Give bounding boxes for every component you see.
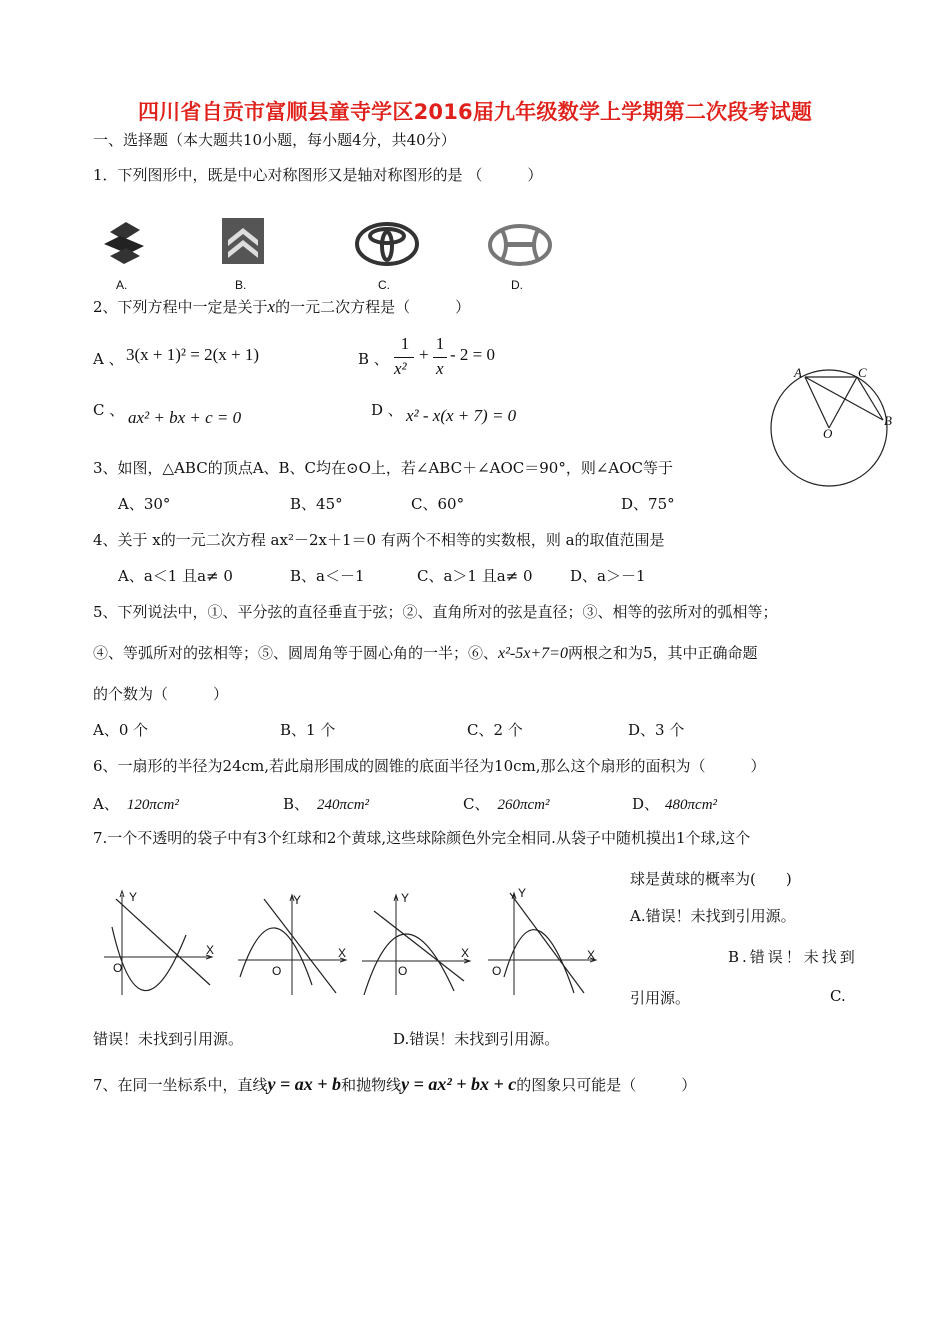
logo-c-icon <box>355 222 419 266</box>
option-a-label: A. <box>116 278 128 292</box>
graph-b-y-label: Y <box>293 893 302 907</box>
graph-d <box>484 885 604 1003</box>
q5-option-a: A、0 个 <box>93 721 149 739</box>
frac2-denominator: x <box>436 359 444 378</box>
question-5-line-2: ④、等弧所对的弦相等；⑤、圆周角等于圆心角的一半；⑥、x²-5x+7=0两根之和为5，其中正确命题 <box>93 644 758 662</box>
q2-option-a-prefix: A 、 <box>93 350 124 368</box>
q6-option-d: D、 480πcm² <box>632 795 718 813</box>
point-c-label: C <box>858 365 867 380</box>
logo-b-icon <box>220 216 266 266</box>
q5-expr: x²-5x+7=0 <box>498 645 568 662</box>
q2-option-c-prefix: C 、 <box>93 401 125 419</box>
page-title: 四川省自贡市富顺县童寺学区2016届九年级数学上学期第二次段考试题 <box>137 100 813 124</box>
q7a-option-c-cont: 错误！未找到引用源。 <box>93 1030 244 1048</box>
question-4-stem: 4、关于 x的一元二次方程 ax²－2x＋1＝0 有两个不相等的实数根，则 a的取值范围是 <box>93 531 665 549</box>
option-d-label: D. <box>511 278 523 292</box>
frac1-bar <box>394 357 414 358</box>
q3-option-c: C、60° <box>411 495 465 513</box>
graph-c <box>358 885 478 1003</box>
question-1-stem: 1．下列图形中，既是中心对称图形又是轴对称图形的是 （ ） <box>93 166 543 184</box>
graph-d-y-label: Y <box>518 886 527 900</box>
graph-d-origin-label: O <box>492 964 502 978</box>
q6-option-c: C、 260πcm² <box>463 795 550 813</box>
q7a-option-d: D.错误！未找到引用源。 <box>393 1030 560 1048</box>
logo-a-icon <box>100 218 150 268</box>
option-c-label: C. <box>378 278 390 292</box>
point-b-label: B <box>884 413 892 428</box>
graph-c-y-label: Y <box>401 891 410 905</box>
var-x: x <box>267 297 276 316</box>
graph-c-origin-label: O <box>398 964 408 978</box>
question-5-line-1: 5、下列说法中，①、平分弦的直径垂直于弦；②、直角所对的弦是直径；③、相等的弦所对的弧相等； <box>93 603 778 621</box>
question-5-line-3: 的个数为（ ） <box>93 685 229 703</box>
q3-option-d: D、75° <box>621 495 675 513</box>
q6-option-a: A、 120πcm² <box>93 795 179 813</box>
frac1-denominator: x² <box>394 359 407 378</box>
section-heading: 一、选择题（本大题共10小题，每小题4分，共40分） <box>93 131 456 149</box>
question-2-stem: 2、下列方程中一定是关于x的一元二次方程是（ ） <box>93 297 471 316</box>
frac2-numerator: 1 <box>435 334 445 353</box>
q7a-option-b-cont: 引用源。 <box>630 989 691 1007</box>
q7a-option-c: C. <box>830 987 846 1005</box>
q6-option-b: B、 240πcm² <box>283 795 370 813</box>
q4-option-b: B、a＜－1 <box>290 567 365 585</box>
graph-a-x-label: X <box>206 943 215 957</box>
graph-c-x-label: X <box>461 946 470 960</box>
graph-a-y-label: Y <box>129 890 138 904</box>
question-7a-line-1: 7.一个不透明的袋子中有3个红球和2个黄球,这些球除颜色外完全相同.从袋子中随机摸出1个球,这个 <box>93 829 751 847</box>
q4-option-d: D、a＞－1 <box>570 567 646 585</box>
q2-option-a-expr: 3(x + 1)² = 2(x + 1) <box>126 345 260 364</box>
q5-option-b: B、1 个 <box>280 721 336 739</box>
question-7b-stem: 7、在同一坐标系中，直线y = ax + b和抛物线y = ax² + bx + c的图象只可能是（ ） <box>93 1074 697 1094</box>
plus-sign: + <box>419 345 429 364</box>
q2-option-d-expr: x² - x(x + 7) = 0 <box>406 406 517 425</box>
q2-option-d-prefix: D 、 <box>371 401 403 419</box>
question-7a-line-2: 球是黄球的概率为( ) <box>630 870 792 888</box>
parabola-equation: y = ax² + bx + c <box>401 1074 517 1094</box>
q4-option-c: C、a＞1 且a≠ 0 <box>417 567 533 585</box>
q4-option-a: A、a＜1 且a≠ 0 <box>118 567 233 585</box>
graph-a <box>100 885 220 1003</box>
logo-d-icon <box>488 224 552 266</box>
q2-option-c-expr: ax² + bx + c = 0 <box>128 408 242 427</box>
frac2-bar <box>433 357 447 358</box>
frac1-numerator: 1 <box>400 334 410 353</box>
point-o-label: O <box>823 426 833 441</box>
q2-option-b-prefix: B 、 <box>358 350 389 368</box>
line-equation: y = ax + b <box>267 1074 342 1094</box>
graph-b-x-label: X <box>338 946 347 960</box>
graph-d-x-label: X <box>587 948 596 962</box>
q5-option-d: D、3 个 <box>628 721 685 739</box>
question-6-stem: 6、一扇形的半径为24cm,若此扇形围成的圆锥的底面半径为10cm,那么这个扇形的面积为（ ） <box>93 757 766 775</box>
q7a-option-a: A.错误！未找到引用源。 <box>630 907 796 925</box>
question-3-stem: 3、如图，△ABC的顶点A、B、C均在⊙O上，若∠ABC＋∠AOC＝90°，则∠AOC等于 <box>93 459 674 477</box>
q5-option-c: C、2 个 <box>467 721 523 739</box>
graph-b-origin-label: O <box>272 964 282 978</box>
option-b-label: B. <box>235 278 247 292</box>
q3-option-a: A、30° <box>118 495 171 513</box>
point-a-label: A <box>794 365 802 380</box>
graph-a-origin-label: O <box>113 961 123 975</box>
q3-option-b: B、45° <box>290 495 343 513</box>
q2-option-b-rest: - 2 = 0 <box>450 345 495 364</box>
q7a-option-b: B.错误！未找到 <box>728 948 858 966</box>
